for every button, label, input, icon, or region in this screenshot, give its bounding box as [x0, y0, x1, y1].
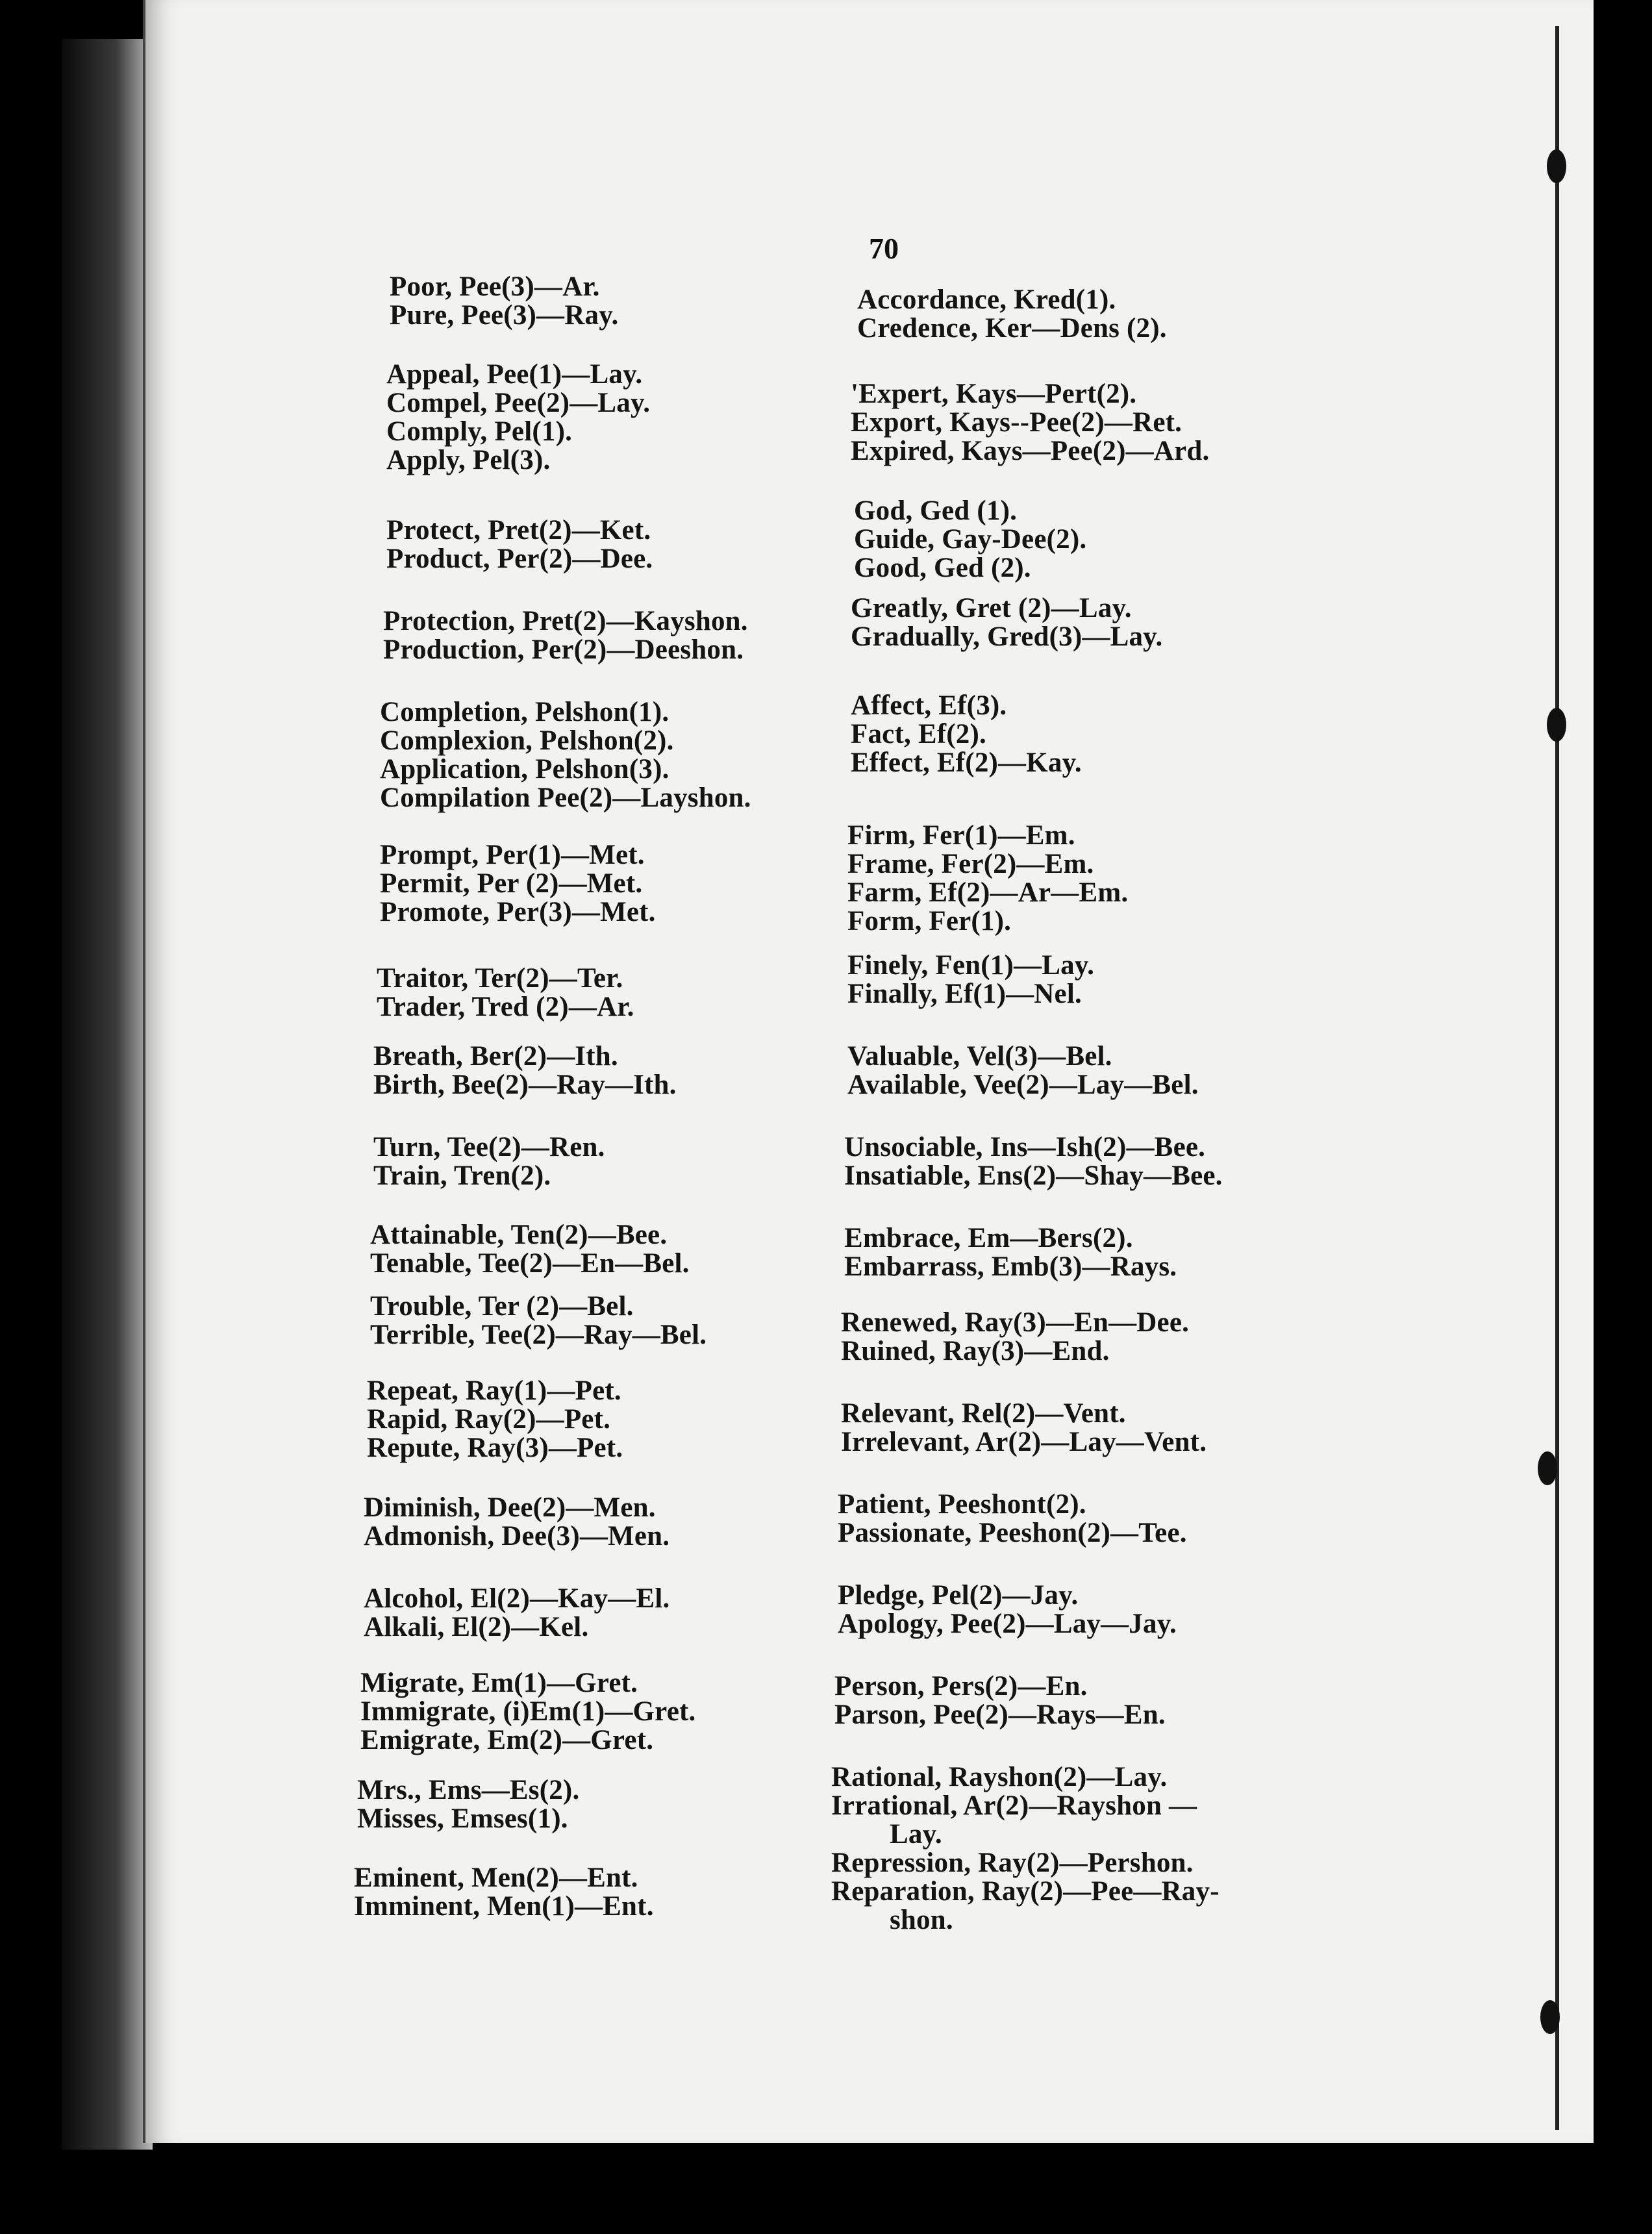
dictionary-entry: Credence, Ker—Dens (2). [857, 313, 1167, 344]
right-entry-group [838, 1490, 1187, 1548]
dictionary-entry: Train, Tren(2). [373, 1161, 551, 1191]
dictionary-entry: Available, Vee(2)—Lay—Bel. [847, 1070, 1199, 1100]
dictionary-entry: Application, Pelshon(3). [380, 754, 670, 784]
dictionary-entry: Expired, Kays—Pee(2)—Ard. [851, 436, 1210, 466]
left-entry-group [360, 1669, 695, 1755]
dictionary-entry: Passionate, Peeshon(2)—Tee. [838, 1518, 1187, 1548]
left-entry-group [370, 1221, 690, 1278]
dictionary-entry: Rational, Rayshon(2)—Lay. [831, 1762, 1168, 1792]
dictionary-entry: Migrate, Em(1)—Gret. [360, 1668, 638, 1698]
dictionary-entry: Patient, Peeshont(2). [838, 1489, 1086, 1520]
right-entry-group [838, 1581, 1177, 1638]
dictionary-entry: Parson, Pee(2)—Rays—En. [834, 1700, 1166, 1730]
dictionary-entry: Rapid, Ray(2)—Pet. [367, 1404, 611, 1435]
dictionary-entry: Finally, Ef(1)—Nel. [847, 979, 1082, 1009]
dictionary-entry: Guide, Gay-Dee(2). [854, 524, 1087, 555]
left-entry-group [386, 360, 650, 475]
dictionary-entry: 'Expert, Kays—Pert(2). [851, 379, 1137, 409]
dictionary-entry: Repute, Ray(3)—Pet. [367, 1433, 623, 1463]
dictionary-entry: Product, Per(2)—Dee. [386, 544, 653, 574]
dictionary-entry: Mrs., Ems—Es(2). [357, 1775, 580, 1805]
binding-rivet [1547, 708, 1566, 742]
dictionary-entry: Unsociable, Ins—Ish(2)—Bee. [844, 1132, 1206, 1162]
dictionary-entry: shon. [890, 1905, 953, 1935]
right-entry-group [841, 1309, 1189, 1366]
dictionary-entry: Repeat, Ray(1)—Pet. [367, 1375, 621, 1406]
right-entry-group [851, 692, 1082, 777]
dictionary-entry: Irrational, Ar(2)—Rayshon — [831, 1790, 1197, 1821]
dictionary-entry: Embrace, Em—Bers(2). [844, 1223, 1133, 1253]
binding-rivet [1538, 1451, 1557, 1485]
dictionary-entry: Emigrate, Em(2)—Gret. [360, 1725, 654, 1755]
dictionary-entry: Export, Kays--Pee(2)—Ret. [851, 407, 1183, 438]
dictionary-entry: Ruined, Ray(3)—End. [841, 1336, 1110, 1366]
dictionary-entry: Protection, Pret(2)—Kayshon. [383, 606, 748, 636]
dictionary-entry: Relevant, Rel(2)—Vent. [841, 1398, 1126, 1429]
dictionary-entry: Affect, Ef(3). [851, 690, 1007, 721]
dictionary-entry: Compel, Pee(2)—Lay. [386, 388, 651, 418]
dictionary-entry: Greatly, Gret (2)—Lay. [851, 593, 1132, 623]
left-entry-group [367, 1377, 623, 1462]
dictionary-entry: Completion, Pelshon(1). [380, 697, 670, 727]
dictionary-entry: Breath, Ber(2)—Ith. [373, 1041, 618, 1072]
right-entry-group [847, 951, 1094, 1009]
left-entry-group [364, 1585, 670, 1642]
right-entry-group [847, 822, 1128, 936]
left-entry-group [370, 1292, 707, 1349]
binding-rivet [1547, 149, 1566, 183]
dictionary-entry: Valuable, Vel(3)—Bel. [847, 1041, 1112, 1072]
dictionary-entry: Effect, Ef(2)—Kay. [851, 747, 1082, 778]
dictionary-entry: Eminent, Men(2)—Ent. [354, 1863, 638, 1893]
page-number: 70 [869, 232, 899, 265]
dictionary-entry: Pure, Pee(3)—Ray. [390, 300, 619, 331]
left-entry-group [380, 841, 656, 927]
dictionary-entry: Person, Pers(2)—En. [834, 1671, 1088, 1701]
book-binding-edge [62, 39, 153, 2150]
dictionary-entry: Attainable, Ten(2)—Bee. [370, 1220, 668, 1250]
left-entry-group [364, 1494, 670, 1551]
dictionary-entry: Lay. [890, 1819, 942, 1850]
dictionary-entry: Apology, Pee(2)—Lay—Jay. [838, 1609, 1177, 1639]
right-entry-group [847, 1042, 1199, 1099]
dictionary-entry: Appeal, Pee(1)—Lay. [386, 359, 643, 390]
dictionary-entry: Complexion, Pelshon(2). [380, 725, 674, 756]
dictionary-entry: Tenable, Tee(2)—En—Bel. [370, 1248, 690, 1279]
page-edge-line [1555, 26, 1559, 2130]
dictionary-entry: Comply, Pel(1). [386, 416, 573, 447]
dictionary-entry: Immigrate, (i)Em(1)—Gret. [360, 1696, 696, 1727]
dictionary-entry: Imminent, Men(1)—Ent. [354, 1891, 654, 1922]
left-entry-group [386, 516, 653, 573]
left-entry-group [354, 1864, 654, 1921]
left-entry-group [373, 1133, 605, 1190]
dictionary-entry: Irrelevant, Ar(2)—Lay—Vent. [841, 1427, 1207, 1457]
right-entry-group [851, 594, 1162, 651]
dictionary-entry: Good, Ged (2). [854, 553, 1031, 583]
right-entry-group [834, 1672, 1166, 1729]
binding-rivet [1540, 2000, 1560, 2034]
dictionary-entry: Reparation, Ray(2)—Pee—Ray- [831, 1876, 1220, 1907]
right-entry-group [857, 286, 1167, 343]
right-entry-group [844, 1224, 1177, 1281]
dictionary-entry: God, Ged (1). [854, 496, 1018, 526]
dictionary-entry: Finely, Fen(1)—Lay. [847, 950, 1095, 981]
left-entry-group [377, 964, 634, 1022]
dictionary-entry: Traitor, Ter(2)—Ter. [377, 963, 623, 994]
dictionary-entry: Frame, Fer(2)—Em. [847, 849, 1094, 879]
dictionary-entry: Poor, Pee(3)—Ar. [390, 271, 600, 302]
left-entry-group [373, 1042, 677, 1099]
dictionary-entry: Accordance, Kred(1). [857, 284, 1116, 315]
dictionary-entry: Turn, Tee(2)—Ren. [373, 1132, 605, 1162]
dictionary-entry: Compilation Pee(2)—Layshon. [380, 783, 751, 813]
dictionary-entry: Embarrass, Emb(3)—Rays. [844, 1251, 1177, 1282]
dictionary-entry: Firm, Fer(1)—Em. [847, 820, 1075, 851]
dictionary-entry: Prompt, Per(1)—Met. [380, 840, 645, 870]
right-entry-group [851, 380, 1209, 466]
dictionary-entry: Renewed, Ray(3)—En—Dee. [841, 1307, 1190, 1338]
left-entry-group [357, 1776, 579, 1833]
dictionary-entry: Alkali, El(2)—Kel. [364, 1612, 589, 1642]
dictionary-entry: Pledge, Pel(2)—Jay. [838, 1580, 1079, 1611]
dictionary-entry: Diminish, Dee(2)—Men. [364, 1492, 656, 1523]
left-entry-group [383, 607, 748, 664]
dictionary-entry: Repression, Ray(2)—Pershon. [831, 1848, 1194, 1878]
dictionary-entry: Gradually, Gred(3)—Lay. [851, 621, 1163, 652]
right-entry-group [841, 1399, 1207, 1457]
dictionary-entry: Misses, Emses(1). [357, 1803, 568, 1834]
dictionary-entry: Permit, Per (2)—Met. [380, 868, 643, 899]
dictionary-entry: Protect, Pret(2)—Ket. [386, 515, 651, 546]
dictionary-entry: Fact, Ef(2). [851, 719, 986, 749]
right-entry-group [854, 497, 1086, 583]
dictionary-entry: Trouble, Ter (2)—Bel. [370, 1291, 634, 1322]
dictionary-entry: Admonish, Dee(3)—Men. [364, 1521, 670, 1551]
left-entry-group [380, 698, 751, 812]
dictionary-entry: Form, Fer(1). [847, 906, 1012, 936]
dictionary-entry: Apply, Pel(3). [386, 445, 551, 475]
right-entry-group [844, 1133, 1223, 1190]
left-entry-group [390, 273, 618, 330]
dictionary-entry: Promote, Per(3)—Met. [380, 897, 656, 927]
right-entry-group [831, 1763, 1220, 1935]
dictionary-entry: Trader, Tred (2)—Ar. [377, 992, 634, 1022]
dictionary-entry: Alcohol, El(2)—Kay—El. [364, 1583, 670, 1614]
dictionary-entry: Terrible, Tee(2)—Ray—Bel. [370, 1320, 707, 1350]
dictionary-entry: Insatiable, Ens(2)—Shay—Bee. [844, 1161, 1223, 1191]
dictionary-entry: Farm, Ef(2)—Ar—Em. [847, 877, 1129, 908]
dictionary-entry: Production, Per(2)—Deeshon. [383, 634, 744, 665]
dictionary-entry: Birth, Bee(2)—Ray—Ith. [373, 1070, 677, 1100]
